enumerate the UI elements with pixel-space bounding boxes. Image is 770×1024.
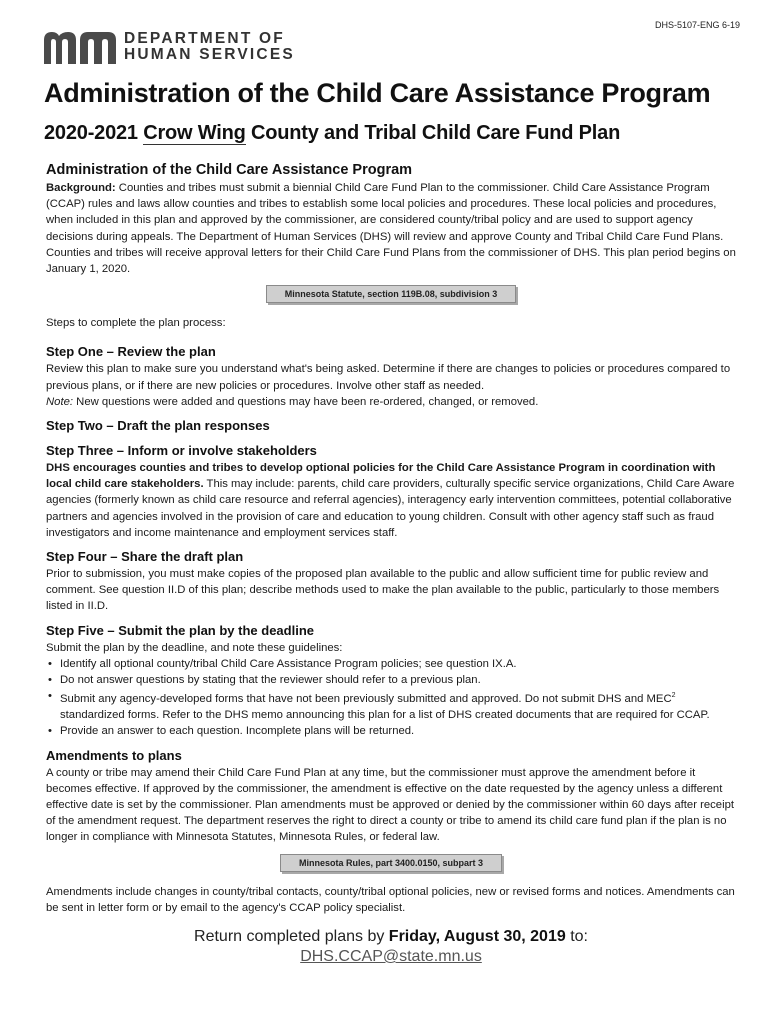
admin-heading: Administration of the Child Care Assistance Program — [46, 162, 413, 178]
background-text: Counties and tribes must submit a biennial Child Care Fund Plan to the commissioner. Child Care Assistance Program (CCAP) rules and laws allow counties and tribes to establish some local policies and procedures. These local policies and procedures, when included in this plan and approved by the commissioner, are considered county/tribal policy and are used to support agency decisions during appeals. The Department of Human Services (DHS) will review and approve County and Tribal Child Care Fund Plans. Counties and tribes will receive approval letters for their Child Care Fund Plans from the commissioner of DHS. This plan period begins on January 1, 2020. — [46, 182, 736, 276]
form-number: DHS-5107-ENG 6-19 — [654, 20, 740, 30]
subtitle-prefix: 2020-2021 — [44, 122, 144, 144]
return-instructions — [46, 928, 736, 946]
step-one-note — [46, 394, 736, 410]
email-row — [46, 948, 736, 966]
list-item: • Provide an answer to each question. Incomplete plans will be returned. — [60, 723, 736, 739]
note-text: New questions were added and questions may have been re-ordered, changed, or removed. — [73, 395, 539, 408]
return-suffix: to: — [565, 928, 588, 946]
mn-logo-icon — [44, 30, 116, 64]
amendments-closing: Amendments include changes in county/tribal contacts, county/tribal optional policies, new or revised forms and notices. Amendments can be sent in letter form or by email to the agency's CCAP policy specialist. — [46, 885, 735, 914]
background-paragraph — [46, 180, 736, 277]
rules-citation-box: Minnesota Rules, part 3400.0150, subpart 3 — [280, 854, 502, 872]
page-title: Administration of the Child Care Assistance Program — [44, 78, 711, 108]
amendments-text: A county or tribe may amend their Child Care Fund Plan at any time, but the commissioner must approve the amendment before it becomes effective. If approved by the commissioner, the amendment is effective on the date requested by the agency unless a different effective date is set by the commissioner. Plan amendments must be approved or denied by the commissioner within 60 days after receipt of the amendment request. The department reserves the right to direct a county or tribe to amend its child care fund plan if the plan is no longer in compliance with Minnesota Statutes, Minnesota Rules, or federal law. — [46, 766, 734, 844]
step-five-intro: Submit the plan by the deadline, and note these guidelines: — [46, 641, 343, 654]
note-label: Note: — [46, 395, 74, 408]
background-label: Background: — [46, 182, 116, 194]
step-four-heading: Step Four – Share the draft plan — [46, 549, 244, 565]
steps-intro: Steps to complete the plan process: — [46, 317, 226, 330]
list-item: • Identify all optional county/tribal Child Care Assistance Program policies; see question IX.A. — [60, 656, 736, 672]
step-four-text: Prior to submission, you must make copies of the proposed plan available to the public and allow sufficient time for public review and comment. See question II.D of this plan; describe methods used to make the plan available to the public, particularly to those members listed in II.D. — [46, 568, 720, 613]
bullet3-sup: 2 — [671, 692, 676, 700]
county-name-field[interactable]: Crow Wing — [143, 122, 246, 144]
email-link[interactable]: DHS.CCAP@state.mn.us — [300, 948, 482, 966]
plan-subtitle — [44, 122, 620, 145]
bullet3-text: Submit any agency-developed forms that have not been previously submitted and approved. Do not submit DHS and MEC — [60, 693, 672, 706]
step-three-body: This may include: parents, child care providers, culturally specific service organizations, Child Care Aware agencies (formerly known as child care resource and referral agencies), interagency early intervention committees, potential collaborative partners and agencies involved in the provision of care and education to young children. Consult with other agency staff such as fraud investigators and income maintenance and employment services staff. — [46, 478, 735, 539]
step-three-text — [46, 460, 736, 541]
step-three-bold: DHS encourages counties and tribes to develop optional policies for the Child Care Assistance Program in coordination with local child care stakeholders. — [46, 462, 716, 491]
step-five-heading: Step Five – Submit the plan by the deadline — [46, 622, 314, 638]
step-two-heading: Step Two – Draft the plan responses — [46, 418, 270, 434]
return-date: Friday, August 30, 2019 — [388, 928, 566, 946]
return-prefix: Return completed plans by — [194, 928, 389, 946]
logo-line-1: DEPARTMENT OF — [124, 30, 285, 47]
list-item: • Do not answer questions by stating that the reviewer should refer to a previous plan. — [60, 672, 736, 688]
subtitle-suffix: County and Tribal Child Care Fund Plan — [245, 122, 621, 144]
amendments-heading: Amendments to plans — [46, 747, 182, 763]
step-three-heading: Step Three – Inform or involve stakeholders — [46, 443, 317, 459]
step-one-text: Review this plan to make sure you understand what's being asked. Determine if there are changes to policies or procedures compared to previous plans, or if there are new policies or procedures. Involve other staff as needed. — [46, 363, 731, 392]
guidelines-list — [46, 656, 736, 740]
logo-line-2: HUMAN SERVICES — [124, 46, 295, 63]
step-one-heading: Step One – Review the plan — [46, 344, 216, 360]
bullet3-cont: standardized forms. Refer to the DHS memo announcing this plan for a list of DHS created documents that are required for CCAP. — [60, 709, 710, 722]
main-content — [46, 160, 736, 966]
dhs-logo — [44, 30, 295, 64]
logo-wordmark — [124, 31, 295, 63]
statute-citation-box: Minnesota Statute, section 119B.08, subdivision 3 — [266, 285, 517, 303]
list-item — [60, 688, 736, 723]
